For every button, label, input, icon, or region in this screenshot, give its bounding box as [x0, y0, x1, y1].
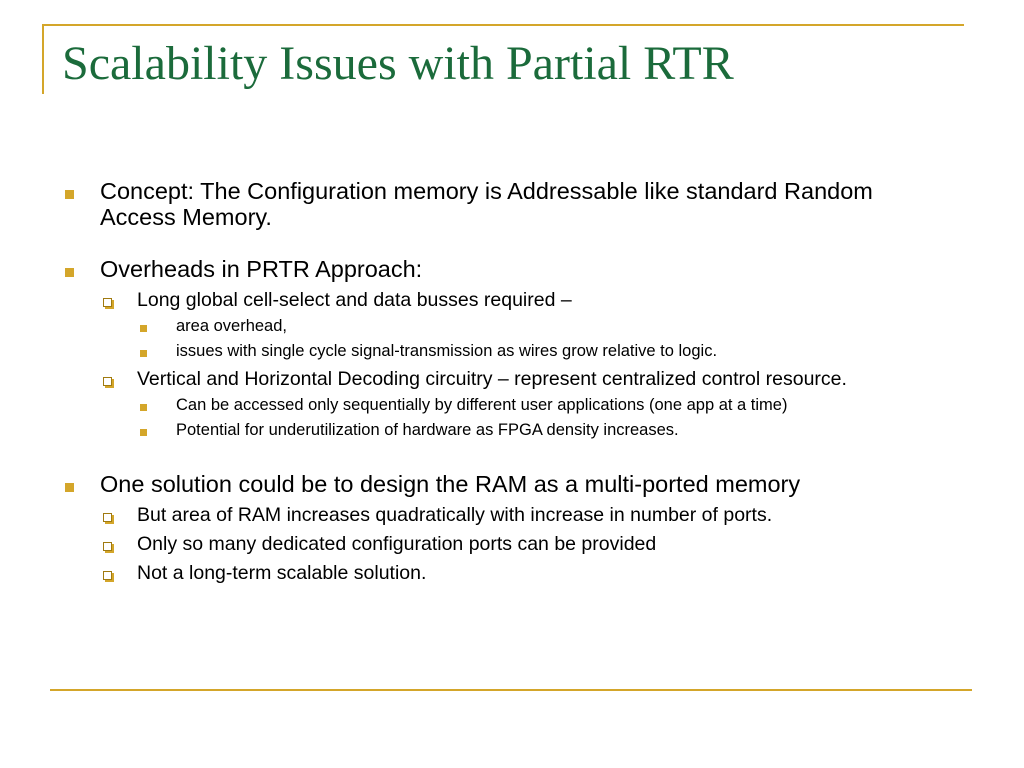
- hollow-square-bullet-icon: [103, 513, 112, 522]
- top-rule: [42, 24, 964, 26]
- sub-bullet-scalable: [64, 562, 944, 584]
- sub-bullet-busses: [64, 289, 944, 311]
- sub-bullet-decoding: [64, 368, 944, 390]
- small-square-bullet-icon: [140, 350, 147, 357]
- small-square-bullet-icon: [140, 429, 147, 436]
- slide-title: Scalability Issues with Partial RTR: [62, 37, 734, 90]
- hollow-square-bullet-icon: [103, 571, 112, 580]
- sub-bullet-area: [64, 504, 944, 526]
- sub-bullet-ports: [64, 533, 944, 555]
- hollow-square-bullet-icon: [103, 377, 112, 386]
- left-rule: [42, 24, 44, 94]
- square-bullet-icon: [65, 483, 74, 492]
- bottom-rule: [50, 689, 972, 691]
- detail-bullet: [64, 395, 944, 415]
- square-bullet-icon: [65, 268, 74, 277]
- sub-bullet-text: Only so many dedicated configuration ports can be provided: [137, 533, 657, 555]
- detail-text: issues with single cycle signal-transmission as wires grow relative to logic.: [176, 342, 718, 360]
- bullet-text: One solution could be to design the RAM as a multi-ported memory: [100, 471, 801, 497]
- bullet-overheads: [64, 256, 944, 282]
- detail-text: area overhead,: [176, 317, 287, 335]
- detail-text: Potential for underutilization of hardware as FPGA density increases.: [176, 421, 679, 439]
- hollow-square-bullet-icon: [103, 298, 112, 307]
- bullet-solution: [64, 471, 944, 497]
- sub-bullet-text: Long global cell-select and data busses required –: [137, 289, 572, 311]
- sub-bullet-text: Vertical and Horizontal Decoding circuitry – represent centralized control resource.: [137, 368, 847, 390]
- detail-bullet: [64, 316, 944, 336]
- square-bullet-icon: [65, 190, 74, 199]
- slide-body: [64, 178, 944, 584]
- bullet-concept: [64, 178, 944, 230]
- detail-text: Can be accessed only sequentially by different user applications (one app at a time): [176, 396, 788, 414]
- detail-bullet: [64, 420, 944, 440]
- sub-bullet-text: Not a long-term scalable solution.: [137, 562, 427, 584]
- bullet-text: Concept: The Configuration memory is Addressable like standard Random Access Memory.: [100, 178, 873, 230]
- hollow-square-bullet-icon: [103, 542, 112, 551]
- detail-bullet: [64, 341, 944, 361]
- bullet-text: Overheads in PRTR Approach:: [100, 256, 423, 282]
- small-square-bullet-icon: [140, 325, 147, 332]
- sub-bullet-text: But area of RAM increases quadratically with increase in number of ports.: [137, 504, 773, 526]
- small-square-bullet-icon: [140, 404, 147, 411]
